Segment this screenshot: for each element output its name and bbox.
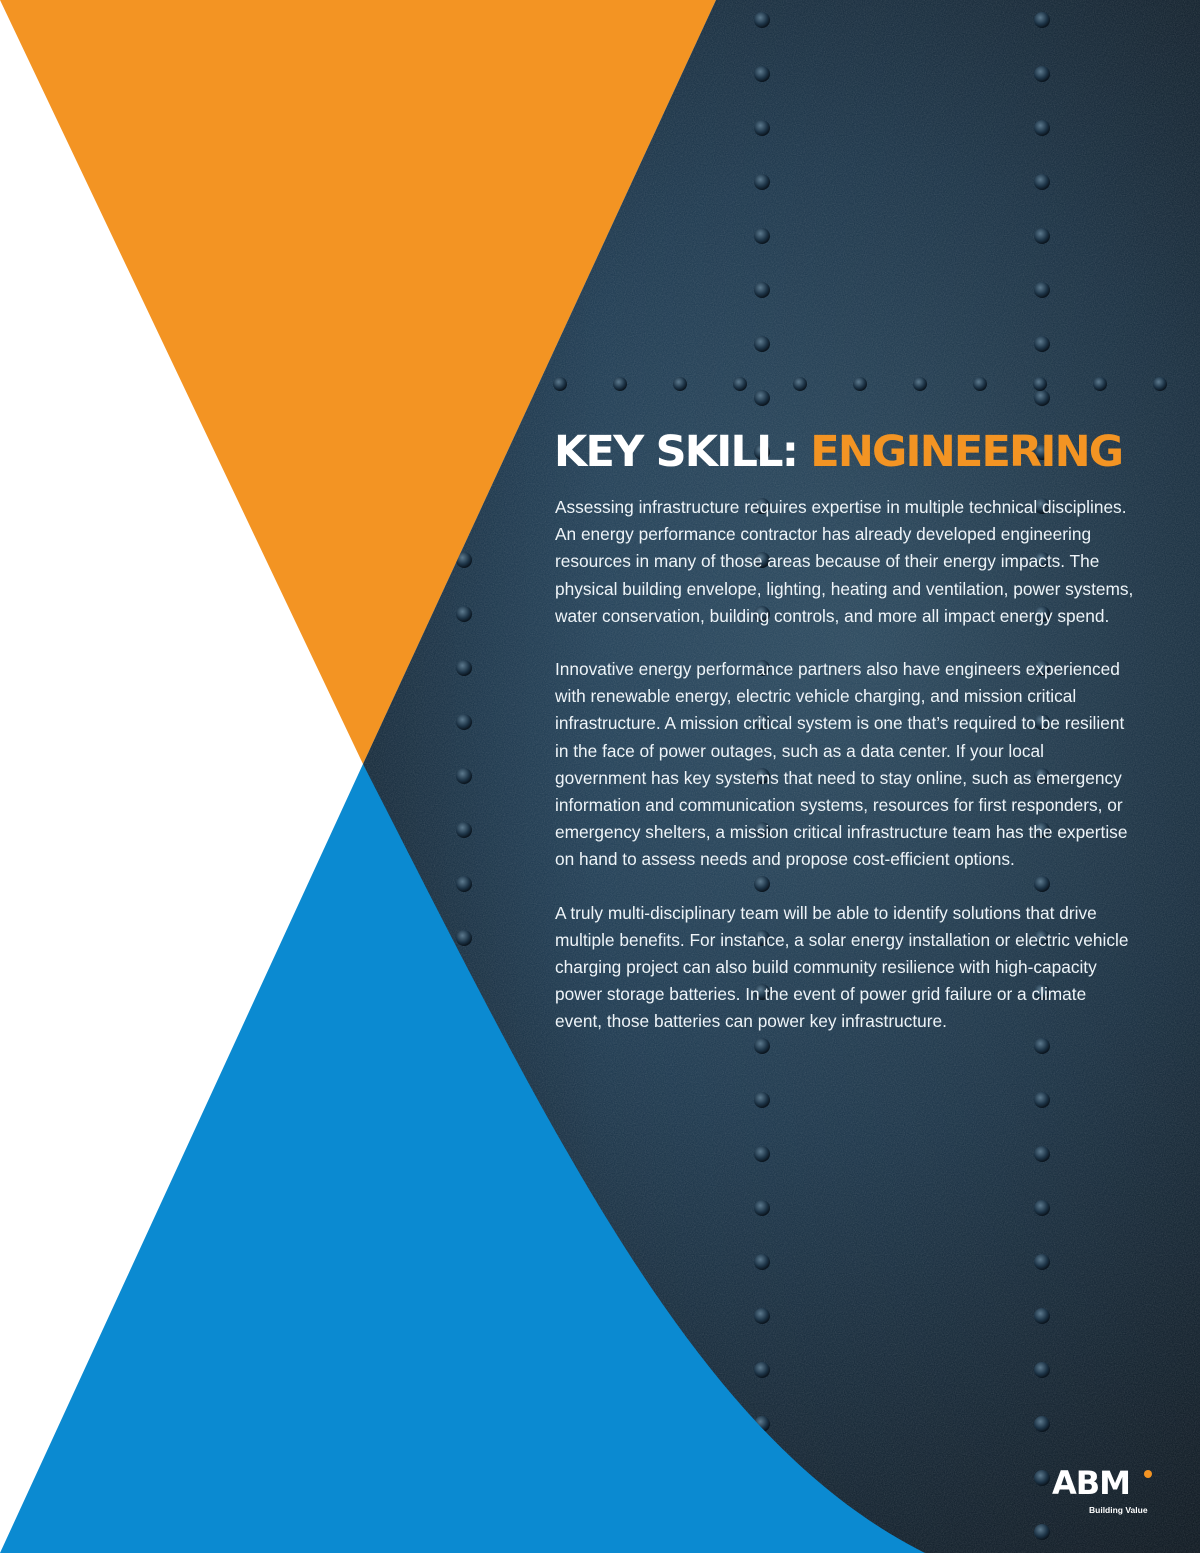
rivet: [1034, 1416, 1050, 1432]
rivet: [456, 876, 472, 892]
heading-part-2: ENGINEERING: [810, 427, 1123, 477]
rivet: [754, 282, 770, 298]
rivet: [1033, 377, 1047, 391]
rivet: [456, 714, 472, 730]
rivet: [754, 1254, 770, 1270]
rivet: [754, 120, 770, 136]
logo-wordmark: ABM: [1052, 1464, 1130, 1502]
rivet: [754, 336, 770, 352]
page-heading: [554, 424, 1122, 480]
rivet: [1034, 228, 1050, 244]
rivet: [853, 377, 867, 391]
rivet: [1034, 282, 1050, 298]
rivet: [1034, 1254, 1050, 1270]
rivet: [553, 377, 567, 391]
rivet: [1034, 1200, 1050, 1216]
rivet: [754, 1146, 770, 1162]
rivet: [1093, 377, 1107, 391]
rivet: [754, 12, 770, 28]
paragraph: Assessing infrastructure requires expertise in multiple technical disciplines. An energy performance contractor has already developed engineering resources in many of those areas because of their energy impacts. The physical building envelope, lighting, heating and ventilation, power systems, water conservation, building controls, and more all impact energy spend.: [555, 497, 1134, 626]
rivet: [1034, 336, 1050, 352]
rivet: [1034, 1092, 1050, 1108]
rivet: [1034, 66, 1050, 82]
heading-part-1: KEY SKILL:: [554, 427, 798, 477]
rivet: [913, 377, 927, 391]
rivet: [456, 768, 472, 784]
rivet: [754, 1308, 770, 1324]
rivet: [673, 377, 687, 391]
logo-dot-icon: [1144, 1470, 1152, 1478]
paragraph: Innovative energy performance partners also have engineers experienced with renewable energy, electric vehicle charging, and mission critical infrastructure. A mission critical system is one that’s required to be resilient in the face of power outages, such as a data center. If your local government has key systems that need to stay online, such as emergency information and communication systems, resources for first responders, or emergency shelters, a mission critical infrastructure team has the expertise on hand to assess needs and propose cost-efficient options.: [555, 659, 1128, 870]
rivet: [754, 390, 770, 406]
body-text: [555, 494, 1135, 1062]
rivet: [456, 606, 472, 622]
rivet: [754, 1200, 770, 1216]
rivet: [754, 1362, 770, 1378]
rivet: [1034, 1362, 1050, 1378]
rivet: [1034, 390, 1050, 406]
rivet: [1034, 1470, 1050, 1486]
rivet: [754, 66, 770, 82]
rivet: [1034, 1524, 1050, 1540]
rivet: [456, 822, 472, 838]
rivet: [1034, 1308, 1050, 1324]
abm-logo: [1052, 1463, 1172, 1533]
rivet: [733, 377, 747, 391]
rivet: [1034, 174, 1050, 190]
rivet: [613, 377, 627, 391]
paragraph: A truly multi-disciplinary team will be able to identify solutions that drive multiple benefits. For instance, a solar energy installation or electric vehicle charging project can also build community resilience with high-capacity power storage batteries. In the event of power grid failure or a climate event, those batteries can power key infrastructure.: [555, 902, 1129, 1032]
rivet: [793, 377, 807, 391]
rivet: [754, 174, 770, 190]
rivet: [1034, 120, 1050, 136]
rivet: [456, 660, 472, 676]
rivet: [973, 377, 987, 391]
logo-tagline: Building Value: [1089, 1505, 1148, 1515]
rivet: [754, 1092, 770, 1108]
rivet: [754, 228, 770, 244]
rivet: [1034, 12, 1050, 28]
rivet: [456, 930, 472, 946]
rivet: [1034, 1146, 1050, 1162]
rivet: [1153, 377, 1167, 391]
